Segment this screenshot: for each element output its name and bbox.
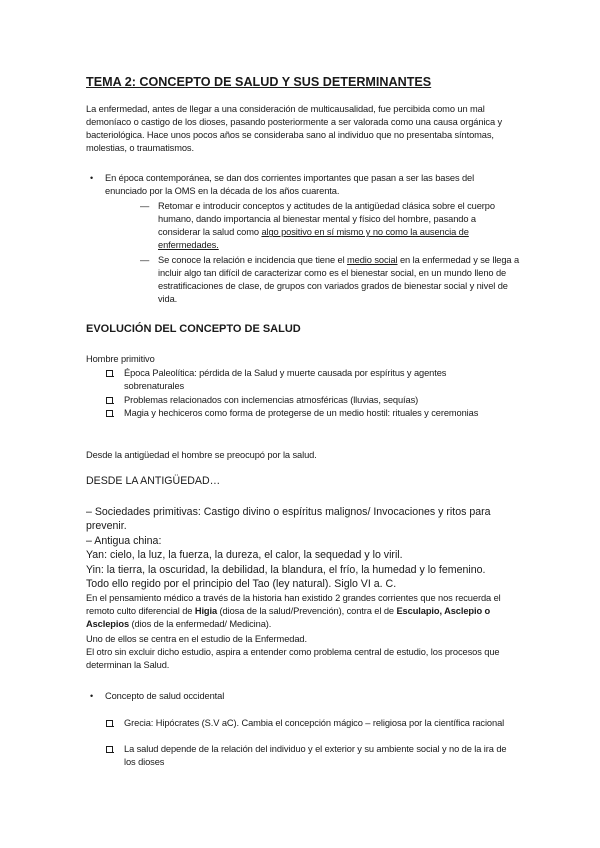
dash2-text-post: en la enfermedad y se llega a incluir algo tan difícil de caracterizar como es el bienestar social, en un mundo lleno de estratificaciones de clase, de grupos con variados grados de bienestar social y nivel de vida. xyxy=(158,255,520,305)
dash2-text: Se conoce la relación e incidencia que tiene el xyxy=(158,255,348,265)
yan-line: Yan: cielo, la luz, la fuerza, la dureza, el calor, la sequedad y lo viril. xyxy=(86,549,403,561)
dash1-underlined: algo positivo en sí mismo y no como la ausencia de enfermedades. xyxy=(158,227,469,251)
dash2-underlined: medio social xyxy=(347,255,398,265)
page-title: TEMA 2: CONCEPTO DE SALUD Y SUS DETERMINANTES xyxy=(86,75,432,89)
pensamiento-text-1: En el pensamiento médico a través de la historia han existido 2 grandes corrientes que nos recuerda el remoto culto diferencial de xyxy=(86,593,501,617)
heading-evolucion: EVOLUCIÓN DEL CONCEPTO DE SALUD xyxy=(86,323,301,335)
dash-item-medio-social xyxy=(158,254,520,306)
occidental-item-2: La salud depende de la relación del individuo y el exterior y su ambiente social y no de la ira de los dioses xyxy=(124,744,507,768)
desde-antiguedad-sentence: Desde la antigüedad el hombre se preocupó por la salud. xyxy=(86,450,317,460)
checkbox-icon xyxy=(106,370,113,377)
intro-paragraph: La enfermedad, antes de llegar a una consideración de multicausalidad, fue percibida como un mal demoníaco o castigo de los dioses, pasando posteriormente a ser valorada como una causa orgánica y bacteriológica. Hace unos pocos años se consideraba sano al individuo que no presentaba síntomas, molestias, o traumatismos. xyxy=(86,104,503,154)
bullet-dot-icon: • xyxy=(90,173,94,183)
higia-bold: Higia xyxy=(194,606,218,617)
yin-line: Yin: la tierra, la oscuridad, la debilidad, la blandura, el frío, la humedad y lo femenino. xyxy=(86,564,486,576)
checkbox-icon xyxy=(106,746,113,753)
concepto-occidental: Concepto de salud occidental xyxy=(105,691,225,701)
sociedades-primitivas: – Sociedades primitivas: Castigo divino o espíritus malignos/ Invocaciones y ritos para prevenir. xyxy=(86,506,491,533)
checkbox-icon xyxy=(106,410,113,417)
primitivo-item-2: Problemas relacionados con inclemencias atmosféricas (lluvias, sequías) xyxy=(124,395,419,405)
pensamiento-text-2: (diosa de la salud/Prevención), contra el de xyxy=(217,606,397,617)
esculapio-bold: Esculapio, Asclepio o Asclepios xyxy=(86,606,491,630)
tao-line: Todo ello regido por el principio del Tao (ley natural). Siglo VI a. C. xyxy=(86,578,397,590)
bullet-contemporanea: En época contemporánea, se dan dos corrientes importantes que pasan a ser las bases del enunciado por la OMS en la década de los años cuarenta. xyxy=(105,173,475,197)
dash-icon: — xyxy=(140,201,150,211)
antigua-china: – Antigua china: xyxy=(86,535,162,547)
bullet-dot-icon: • xyxy=(90,691,94,701)
primitivo-item-3: Magia y hechiceros como forma de protegerse de un medio hostil: rituales y ceremonias xyxy=(124,408,479,418)
hombre-primitivo-label: Hombre primitivo xyxy=(86,354,155,364)
primitivo-item-1: Época Paleolítica: pérdida de la Salud y muerte causada por espíritus y agentes sobrenaturales xyxy=(124,368,447,392)
heading-desde-antiguedad: DESDE LA ANTIGÜEDAD… xyxy=(86,475,221,487)
uno-de-ellos: Uno de ellos se centra en el estudio de la Enfermedad. xyxy=(86,634,307,644)
occidental-item-1: Grecia: Hipócrates (S.V aC). Cambia el concepción mágico – religiosa por la científica racional xyxy=(124,718,505,728)
dash1-text: Retomar e introducir conceptos y actitudes de la antigüedad clásica sobre el cuerpo humano, dando importancia al bienestar mental y físico del hombre, pasando a considerar la salud como xyxy=(158,201,495,238)
checkbox-icon xyxy=(106,720,113,727)
el-otro: El otro sin excluir dicho estudio, aspira a entender como problema central de estudio, los procesos que determinan la Salud. xyxy=(86,647,500,671)
checkbox-icon xyxy=(106,397,113,404)
dash-icon: — xyxy=(140,255,150,265)
pensamiento-paragraph xyxy=(86,592,518,631)
pensamiento-text-3: (dios de la enfermedad/ Medicina). xyxy=(129,619,272,630)
dash-item-retomar xyxy=(158,200,520,252)
